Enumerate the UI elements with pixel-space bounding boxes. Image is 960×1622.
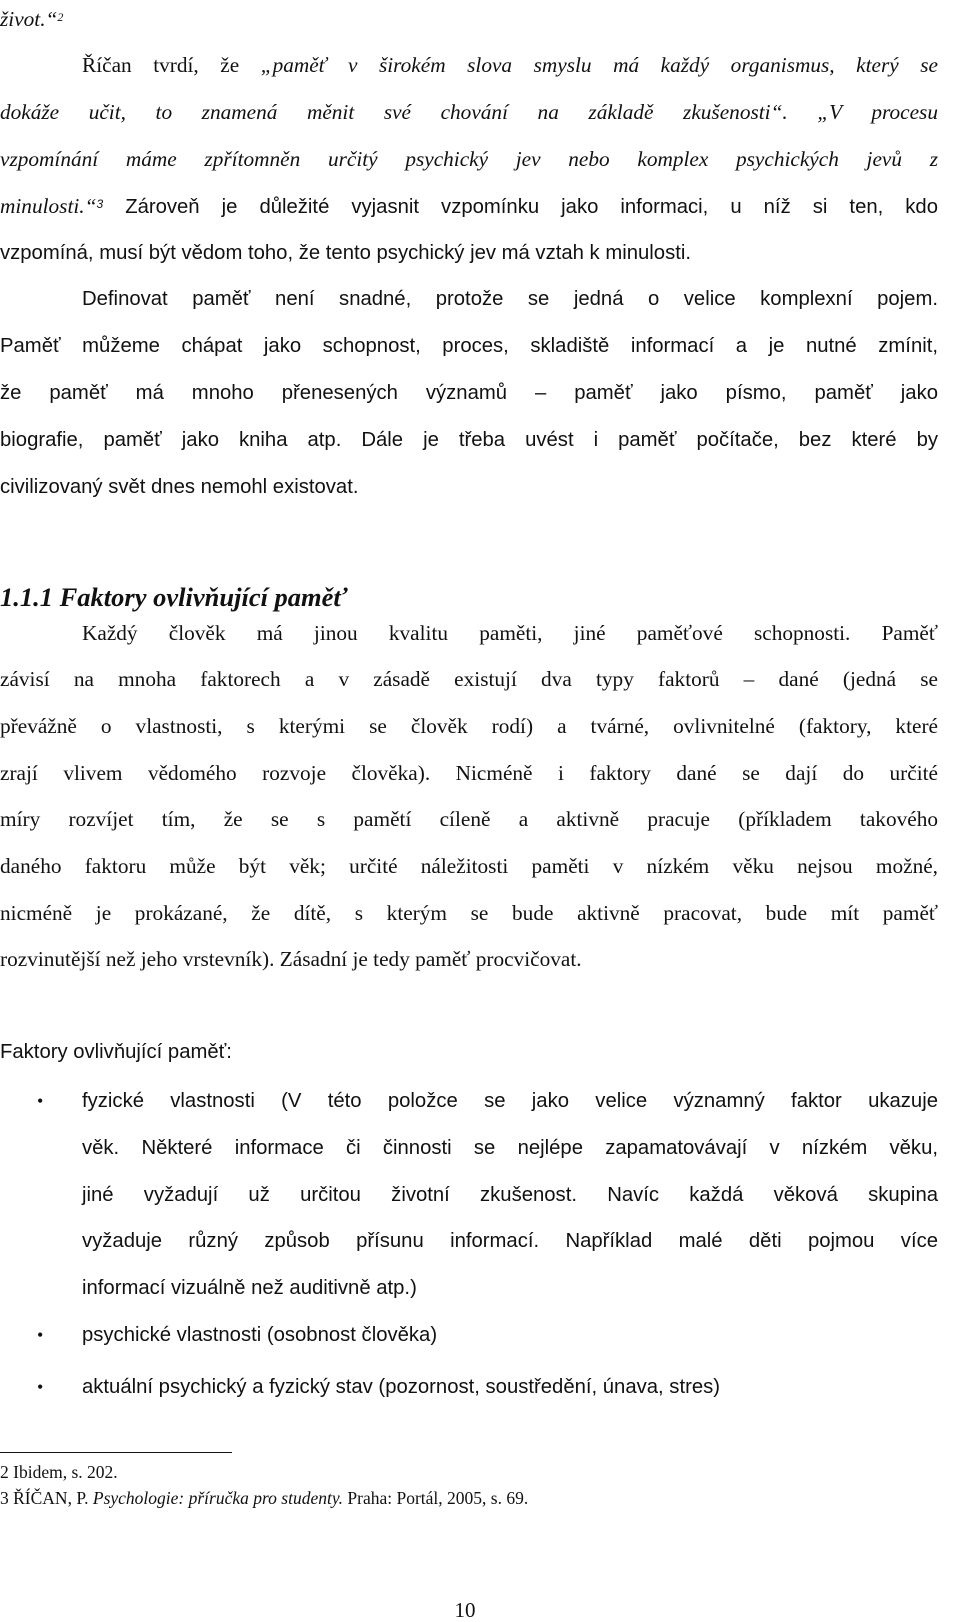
list-item-line: aktuální psychický a fyzický stav (pozornost, soustředění, únava, stres) [82,1376,721,1398]
text-line: civilizovaný svět dnes nemohl existovat. [0,476,359,498]
text-line: Každý člověk má jinou kvalitu paměti, jiné paměťové schopnosti. Paměť [82,621,938,645]
footnote-title: Psychologie: příručka pro studenty. [92,1488,344,1508]
bullet-icon: • [37,1377,44,1397]
text-line: míry rozvíjet tím, že se s pamětí cíleně a aktivně pracuje (příkladem takového [0,807,938,831]
text-line: Definovat paměť není snadné, protože se jedná o velice komplexní pojem. [82,288,938,310]
footnote-divider [0,1452,232,1453]
text-line: vzpomínání máme zpřítomněn určitý psychický jev nebo komplex psychických jevů z [0,147,938,171]
list-item-line: psychické vlastnosti (osobnost člověka) [82,1324,438,1346]
list-item-line: informací vizuálně než auditivně atp.) [82,1277,417,1299]
footnote-text: 3 ŘÍČAN, P. [0,1488,89,1508]
line-text: Zároveň je důležité vyjasnit vzpomínku jako informaci, u níž si ten, kdo [125,196,938,218]
text-line [0,4,938,34]
text-line [0,191,938,222]
text-line: že paměť má mnoho přenesených významů – paměť jako písmo, paměť jako [0,382,938,404]
footnote-ref: 3 [96,197,104,211]
page-number: 10 [454,1598,476,1622]
text-line: nicméně je prokázané, že dítě, s kterým se bude aktivně pracovat, bude mít paměť [0,901,938,925]
text-line: daného faktoru může být věk; určité náležitosti paměti v nízkém věku nejsou možné, [0,854,938,878]
bullet-icon: • [37,1091,44,1111]
text-line [82,50,938,80]
text-line: biografie, paměť jako kniha atp. Dále je třeba uvést i paměť počítače, bez které by [0,429,938,451]
list-item-line: vyžaduje různý způsob přísunu informací. Například malé děti pojmou více [82,1230,938,1252]
text-line: závisí na mnoha faktorech a v zásadě existují dva typy faktorů – dané (jedná se [0,667,938,691]
text-line: převážně o vlastnosti, s kterými se člověk rodí) a tvárné, ovlivnitelné (faktory, které [0,714,938,738]
footnote-text: Praha: Portál, 2005, s. 69. [347,1488,529,1508]
list-item-line: jiné vyžadují už určitou životní zkušenost. Navíc každá věková skupina [82,1184,938,1206]
text-line: Paměť můžeme chápat jako schopnost, proces, skladiště informací a je nutné zmínit, [0,335,938,357]
line-text-italic: minulosti.“ [0,194,97,218]
list-item-line: fyzické vlastnosti (V této položce se jako velice významný faktor ukazuje [82,1090,938,1112]
footnote [0,1487,528,1509]
line-text-italic: „paměť v širokém slova smyslu má každý organismus, který se [260,53,938,77]
line-text: život.“ [0,7,58,31]
text-line: dokáže učit, to znamená měnit své chování na základě zkušenosti“. „V procesu [0,100,938,124]
text-line: rozvinutější než jeho vrstevník). Zásadní je tedy paměť procvičovat. [0,947,582,971]
text-line: zrají vlivem vědomého rozvoje člověka). Nicméně i faktory dané se dají do určité [0,761,938,785]
section-heading: 1.1.1 Faktory ovlivňující paměť [0,582,348,612]
footnote: 2 Ibidem, s. 202. [0,1462,118,1482]
list-intro: Faktory ovlivňující paměť: [0,1041,232,1063]
line-text: Říčan tvrdí, že [82,53,240,77]
text-line: vzpomíná, musí být vědom toho, že tento psychický jev má vztah k minulosti. [0,242,691,264]
bullet-icon: • [37,1325,44,1345]
footnote-ref: 2 [57,10,64,24]
list-item-line: věk. Některé informace či činnosti se nejlépe zapamatovávají v nízkém věku, [82,1137,938,1159]
